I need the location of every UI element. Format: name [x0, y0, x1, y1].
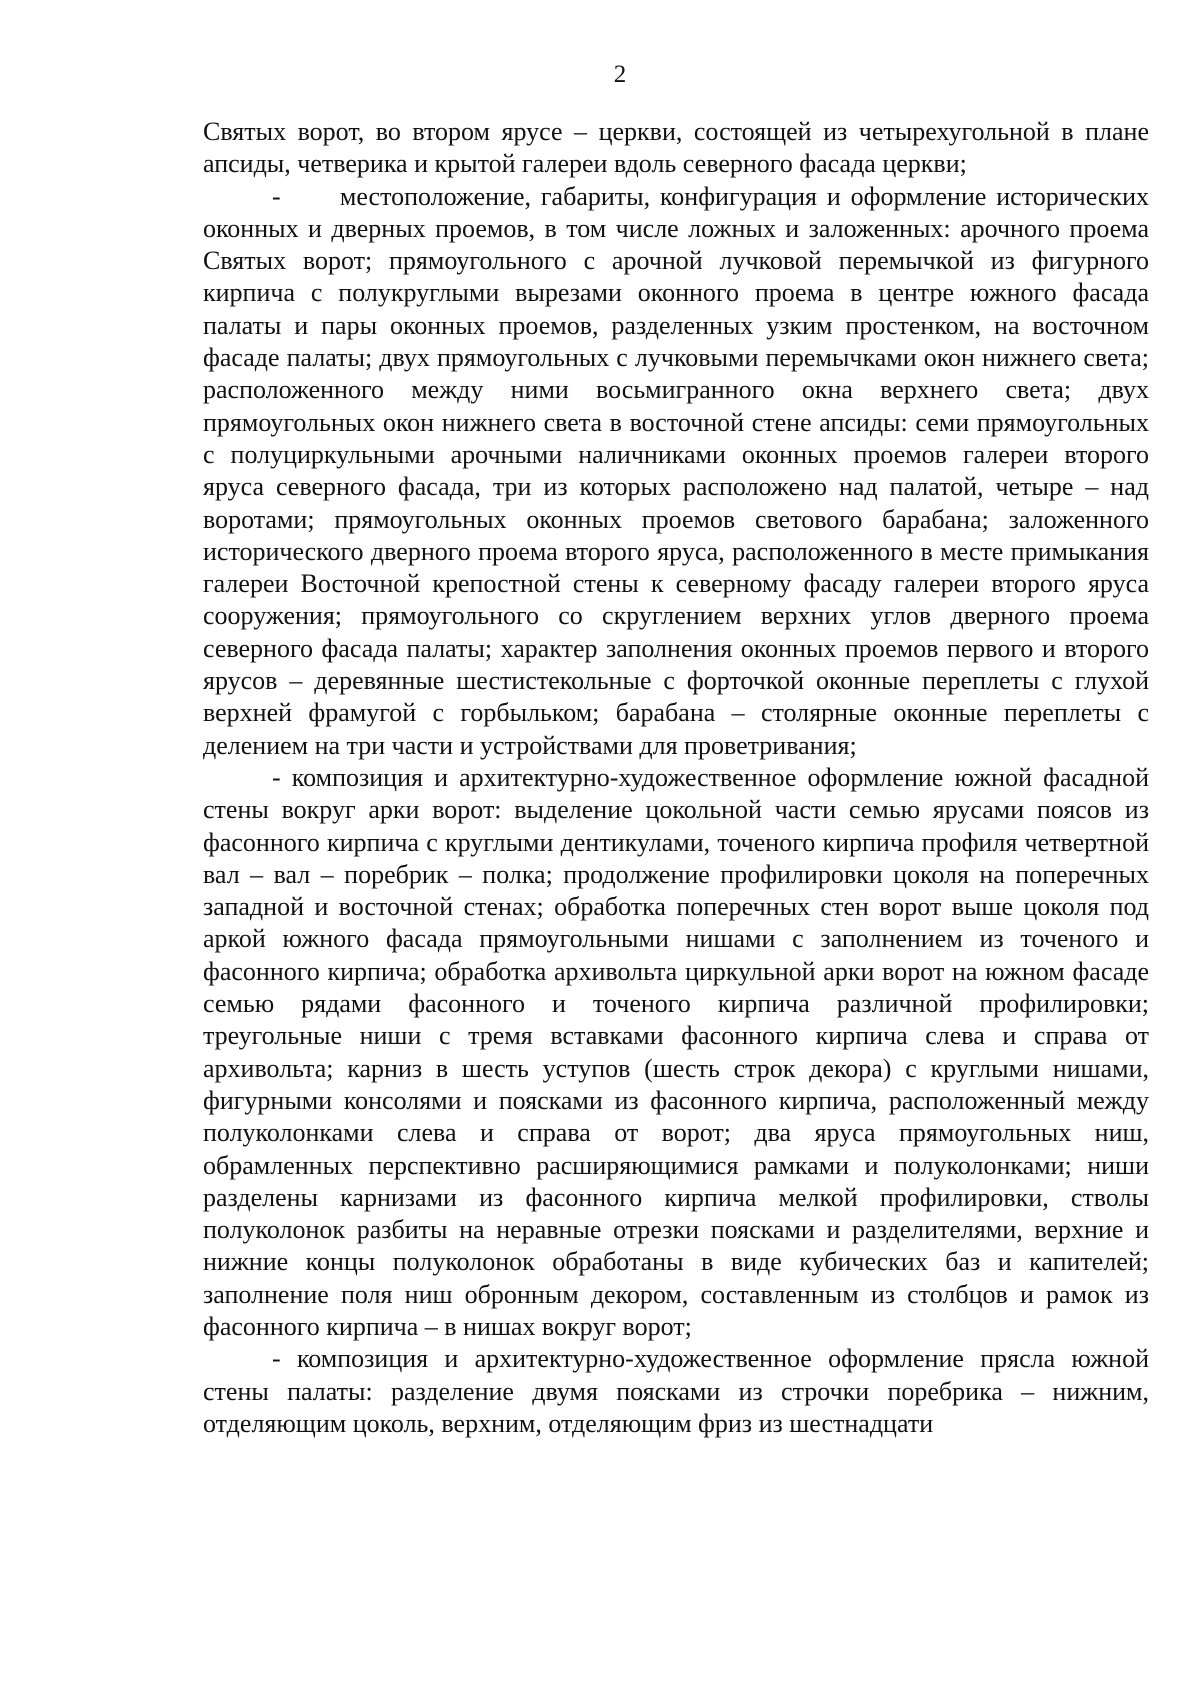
paragraph-south-wall-chamber: - композиция и архитектурно-художественное оформление прясла южной стены палаты: разделение двумя поясками из строчки поребрика – нижним, отделяющим цоколь, верхним, отделяющим фриз из шестнадцати — [203, 1344, 1149, 1438]
paragraph-continuation: Святых ворот, во втором ярусе – церкви, состоящей из четырехугольной в плане апсиды, четверика и крытой галереи вдоль северного фасада церкви; — [203, 117, 1149, 179]
paragraph-south-facade-gate: - композиция и архитектурно-художественное оформление южной фасадной стены вокруг арки ворот: выделение цокольной части семью ярусами поясов из фасонного кирпича с круглыми дентикулами, точеного кирпича профиля четвертной вал – вал – поребрик – полка; продолжение профилировки цоколя на поперечных западной и восточной стенах; обработка поперечных стен ворот выше цоколя под аркой южного фасада прямоугольными нишами с заполнением из точеного и фасонного кирпича; обработка архивольта циркульной арки ворот на южном фасаде семью рядами фасонного и точеного кирпича различной профилировки; треугольные ниши с тремя вставками фасонного кирпича слева и справа от архивольта; карниз в шесть уступов (шесть строк декора) с круглыми нишами, фигурными консолями и поясками из фасонного кирпича, расположенный между полуколонками слева и справа от ворот; два яруса прямоугольных ниш, обрамленных перспективно расширяющимися рамками и полуколонками; ниши разделены карнизами из фасонного кирпича мелкой профилировки, стволы полуколонок разбиты на неравные отрезки поясками и разделителями, верхние и нижние концы полуколонок обработаны в виде кубических баз и капителей; заполнение поля ниш обронным декором, составленным из столбцов и рамок из фасонного кирпича – в нишах вокруг ворот; — [203, 762, 1149, 1341]
page-number: 2 — [613, 61, 627, 88]
document-body — [203, 116, 1149, 1440]
paragraph-openings: - местоположение, габариты, конфигурация и оформление исторических оконных и дверных проемов, в том числе ложных и заложенных: арочного проема Святых ворот; прямоугольного с арочной лучковой перемычкой из фигурного кирпича с полукруглыми вырезами оконного проема в центре южного фасада палаты и пары оконных проемов, разделенных узким простенком, на восточном фасаде палаты; двух прямоугольных с лучковыми перемычками окон нижнего света; расположенного между ними восьмигранного окна верхнего света; двух прямоугольных окон нижнего света в восточной стене апсиды: семи прямоугольных с полуциркульными арочными наличниками оконных проемов галереи второго яруса северного фасада, три из которых расположено над палатой, четыре – над воротами; прямоугольных оконных проемов светового барабана; заложенного исторического дверного проема второго яруса, расположенного в месте примыкания галереи Восточной крепостной стены к северному фасаду галереи второго яруса сооружения; прямоугольного со скруглением верхних углов дверного проема северного фасада палаты; характер заполнения оконных проемов первого и второго ярусов – деревянные шестистекольные с форточкой оконные переплеты с глухой верхней фрамугой с горбыльком; барабана – столярные оконные переплеты с делением на три части и устройствами для проветривания; — [203, 181, 1149, 760]
